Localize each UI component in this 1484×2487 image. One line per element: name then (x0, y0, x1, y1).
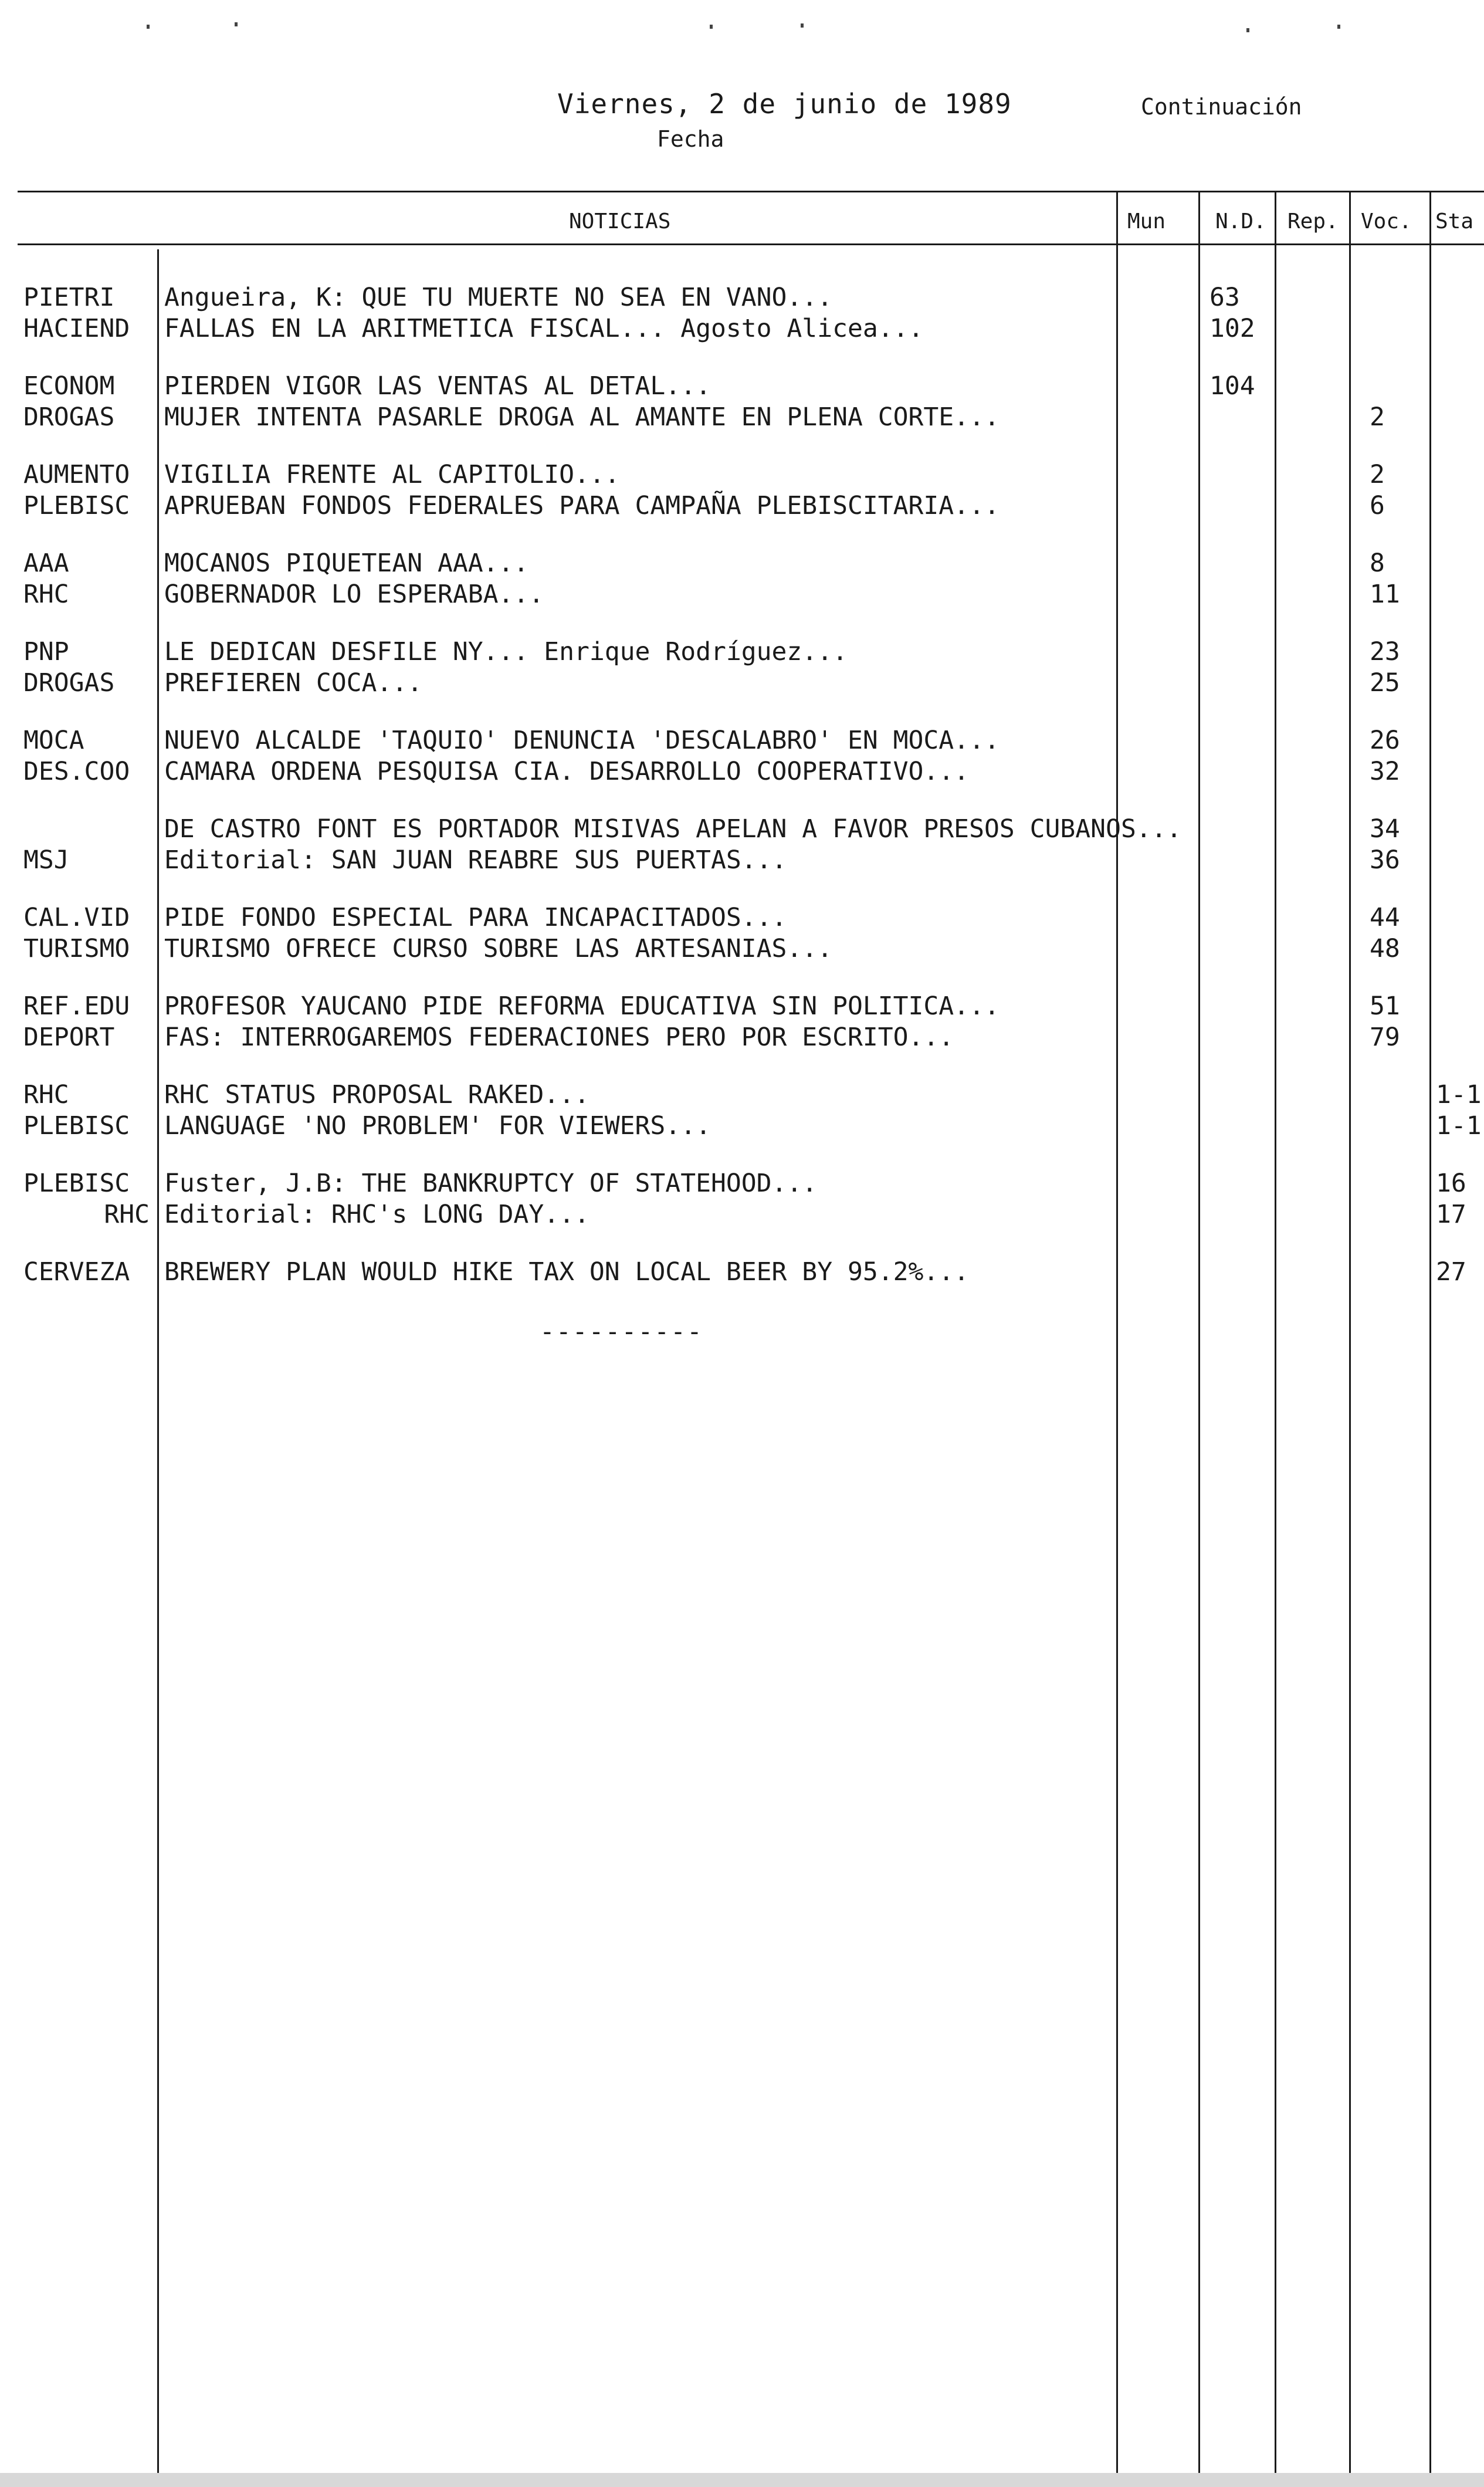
row-nd: 63 (1209, 283, 1240, 312)
column-header-nd: N.D. (1215, 209, 1266, 234)
nd-column-divider (1198, 191, 1200, 2473)
row-code: PLEBISC (23, 1169, 130, 1198)
row-title: FAS: INTERROGAREMOS FEDERACIONES PERO POR ESCRITO... (164, 1023, 954, 1052)
row-code: MSJ (23, 845, 69, 875)
column-header-star: Sta (1435, 209, 1474, 234)
table-row (0, 845, 1484, 878)
table-row (0, 1111, 1484, 1144)
row-code: CERVEZA (23, 1257, 130, 1287)
row-title: CAMARA ORDENA PESQUISA CIA. DESARROLLO COOPERATIVO... (164, 757, 970, 786)
row-voc: 32 (1370, 757, 1400, 786)
table-row (0, 1257, 1484, 1290)
table-row (0, 549, 1484, 581)
table-row (0, 934, 1484, 967)
row-title: MUJER INTENTA PASARLE DROGA AL AMANTE EN PLENA CORTE... (164, 402, 1000, 432)
scan-bottom-edge (0, 2473, 1484, 2487)
row-title: PIDE FONDO ESPECIAL PARA INCAPACITADOS... (164, 903, 787, 932)
table-row (0, 283, 1484, 316)
row-voc: 2 (1370, 402, 1385, 432)
row-voc: 2 (1370, 460, 1385, 489)
row-title: APRUEBAN FONDOS FEDERALES PARA CAMPAÑA PLEBISCITARIA... (164, 491, 1000, 520)
row-code: RHC (23, 580, 69, 609)
column-header-noticias: NOTICIAS (569, 209, 671, 234)
row-voc: 79 (1370, 1023, 1400, 1052)
table-header-rule (18, 243, 1484, 245)
table-top-rule (18, 191, 1484, 192)
row-title: LANGUAGE 'NO PROBLEM' FOR VIEWERS... (164, 1111, 711, 1141)
scan-speck (1337, 25, 1340, 29)
fecha-label: Fecha (657, 126, 724, 152)
row-code: MOCA (23, 726, 84, 755)
table-row (0, 726, 1484, 759)
row-nd: 102 (1209, 314, 1255, 343)
table-row (0, 314, 1484, 347)
table-row (0, 460, 1484, 493)
voc-column-divider (1349, 191, 1351, 2473)
row-voc: 51 (1370, 992, 1400, 1021)
row-title: DE CASTRO FONT ES PORTADOR MISIVAS APELAN A FAVOR PRESOS CUBANOS... (164, 814, 1182, 844)
row-title: Editorial: SAN JUAN REABRE SUS PUERTAS... (164, 845, 787, 875)
row-voc: 23 (1370, 637, 1400, 666)
scan-speck (801, 23, 804, 28)
row-code: DES.COO (23, 757, 130, 786)
row-title: RHC STATUS PROPOSAL RAKED... (164, 1080, 589, 1109)
table-row (0, 903, 1484, 936)
row-title: NUEVO ALCALDE 'TAQUIO' DENUNCIA 'DESCALABRO' EN MOCA... (164, 726, 1000, 755)
table-row (0, 668, 1484, 701)
row-star: 27 (1436, 1257, 1466, 1287)
row-code: RHC (104, 1200, 150, 1229)
star-column-divider (1429, 191, 1431, 2473)
row-title: Angueira, K: QUE TU MUERTE NO SEA EN VANO... (164, 283, 833, 312)
row-code: AAA (23, 549, 69, 578)
row-code: PLEBISC (23, 1111, 130, 1141)
table-row (0, 757, 1484, 790)
row-voc: 8 (1370, 549, 1385, 578)
row-code: PLEBISC (23, 491, 130, 520)
column-header-rep: Rep. (1288, 209, 1339, 234)
table-row (0, 402, 1484, 435)
table-row (0, 637, 1484, 670)
table-row (0, 1200, 1484, 1233)
row-voc: 48 (1370, 934, 1400, 963)
table-row (0, 1080, 1484, 1113)
row-nd: 104 (1209, 371, 1255, 401)
row-title: MOCANOS PIQUETEAN AAA... (164, 549, 529, 578)
table-row (0, 992, 1484, 1024)
rep-column-divider (1275, 191, 1276, 2473)
mun-column-divider (1116, 191, 1118, 2473)
row-star: 1-1 (1436, 1111, 1482, 1141)
row-voc: 26 (1370, 726, 1400, 755)
row-voc: 44 (1370, 903, 1400, 932)
row-code: PIETRI (23, 283, 115, 312)
table-row (0, 1169, 1484, 1202)
row-code: TURISMO (23, 934, 130, 963)
column-header-mun: Mun (1127, 209, 1166, 234)
row-title: BREWERY PLAN WOULD HIKE TAX ON LOCAL BEER BY 95.2%... (164, 1257, 970, 1287)
table-row (0, 814, 1484, 847)
row-code: DROGAS (23, 668, 115, 698)
table-row (0, 580, 1484, 613)
column-header-voc: Voc. (1361, 209, 1412, 234)
row-voc: 25 (1370, 668, 1400, 698)
row-code: REF.EDU (23, 992, 130, 1021)
row-title: PIERDEN VIGOR LAS VENTAS AL DETAL... (164, 371, 711, 401)
row-title: PROFESOR YAUCANO PIDE REFORMA EDUCATIVA SIN POLITICA... (164, 992, 1000, 1021)
row-code: PNP (23, 637, 69, 666)
row-star: 16 (1436, 1169, 1466, 1198)
end-of-list-marker: ---------- (540, 1317, 703, 1346)
row-voc: 36 (1370, 845, 1400, 875)
page-date: Viernes, 2 de junio de 1989 (557, 88, 1012, 120)
row-title: Fuster, J.B: THE BANKRUPTCY OF STATEHOOD... (164, 1169, 818, 1198)
row-title: LE DEDICAN DESFILE NY... Enrique Rodríguez... (164, 637, 848, 666)
row-code: DEPORT (23, 1023, 115, 1052)
row-title: TURISMO OFRECE CURSO SOBRE LAS ARTESANIAS... (164, 934, 833, 963)
continuation-label: Continuación (1141, 94, 1302, 120)
row-title: Editorial: RHC's LONG DAY... (164, 1200, 589, 1229)
row-voc: 6 (1370, 491, 1385, 520)
row-code: HACIEND (23, 314, 130, 343)
table-row (0, 491, 1484, 524)
row-voc: 34 (1370, 814, 1400, 844)
row-title: FALLAS EN LA ARITMETICA FISCAL... Agosto Alicea... (164, 314, 924, 343)
scan-speck (235, 22, 238, 26)
row-title: GOBERNADOR LO ESPERABA... (164, 580, 544, 609)
row-star: 17 (1436, 1200, 1466, 1229)
scan-speck (710, 25, 713, 29)
scan-speck (1246, 28, 1249, 32)
scan-speck (147, 25, 150, 29)
row-code: CAL.VID (23, 903, 130, 932)
row-title: VIGILIA FRENTE AL CAPITOLIO... (164, 460, 620, 489)
row-voc: 11 (1370, 580, 1400, 609)
table-row (0, 1023, 1484, 1055)
row-code: RHC (23, 1080, 69, 1109)
table-row (0, 371, 1484, 404)
row-code: AUMENTO (23, 460, 130, 489)
row-code: DROGAS (23, 402, 115, 432)
row-title: PREFIEREN COCA... (164, 668, 423, 698)
row-code: ECONOM (23, 371, 115, 401)
row-star: 1-1 (1436, 1080, 1482, 1109)
